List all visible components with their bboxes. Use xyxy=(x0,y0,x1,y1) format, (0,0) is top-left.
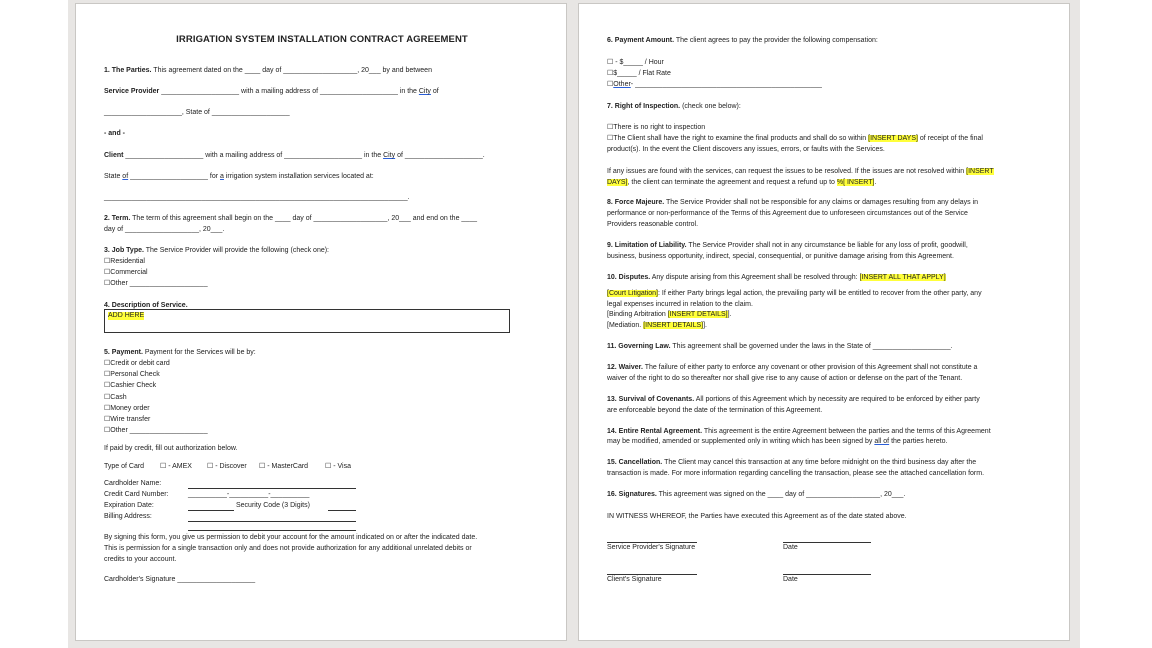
inspection-paragraph-line-2: DAYS], the client can terminate the agreement and request a refund up to %[ INSERT]. xyxy=(607,179,877,186)
job-type-option-other[interactable]: ☐Other ____________________ xyxy=(104,280,208,287)
payment-option-money-order[interactable]: ☐Money order xyxy=(104,405,150,412)
payment-amount-flat-rate[interactable]: ☐$_____ / Flat Rate xyxy=(607,70,671,77)
client-date-field[interactable] xyxy=(783,574,871,575)
section-11-line-1: 11. Governing Law. This agreement shall be governed under the laws in the State of ____________________. xyxy=(607,343,953,350)
section-10-line-1: 10. Disputes. Any dispute arising from this Agreement shall be resolved through: [INSERT ALL THAT APPLY] xyxy=(607,274,946,281)
section-14-line-1: 14. Entire Rental Agreement. This agreement is the entire Agreement between the parties and the terms of this Agreement xyxy=(607,428,991,435)
card-type-visa[interactable]: ☐ - Visa xyxy=(325,463,351,470)
cardholder-signature-line[interactable]: Cardholder's Signature ____________________ xyxy=(104,576,256,583)
authorization-text-3: credits to your account. xyxy=(104,556,177,563)
client-signature-label: Client's Signature xyxy=(607,576,662,583)
section-3-line-1: 3. Job Type. The Service Provider will provide the following (check one): xyxy=(104,247,330,254)
job-type-option-residential[interactable]: ☐Residential xyxy=(104,258,145,265)
payment-amount-other[interactable]: ☐Other- ________________________________________________ xyxy=(607,81,822,88)
document-page-2 xyxy=(578,3,1070,641)
inspection-option-examine[interactable]: ☐The Client shall have the right to examine the final products and shall do so within [INSERT DAYS] of receipt of the final xyxy=(607,135,983,142)
section-2-line-1: 2. Term. The term of this agreement shall begin on the ____ day of ___________________, 20___ and end on the ____ xyxy=(104,215,477,222)
section-9-line-1: 9. Limitation of Liability. The Service Provider shall not in any circumstance be liable for any loss of profit, goodwill, xyxy=(607,242,968,249)
section-15-heading: 15. Cancellation. xyxy=(607,459,663,466)
authorization-text-1: By signing this form, you give us permission to debit your account for the amount indicated on or after the indicated date. xyxy=(104,534,478,541)
service-provider-label: Service Provider xyxy=(104,88,160,95)
section-5-heading: 5. Payment. xyxy=(104,349,143,356)
card-type-label: Type of Card xyxy=(104,463,145,470)
job-type-option-commercial[interactable]: ☐Commercial xyxy=(104,269,148,276)
section-13-line-1: 13. Survival of Covenants. All portions of this Agreement which by necessity are required to be enforced by either party xyxy=(607,396,980,403)
section-10-heading: 10. Disputes. xyxy=(607,274,651,281)
inspection-option-examine-line-2: product(s). In the event the Client discovers any issues, errors, or faults with the Services. xyxy=(607,146,885,153)
section-15-line-1: 15. Cancellation. The Client may cancel this transaction at any time before midnight on the third business day after the xyxy=(607,459,977,466)
section-2-heading: 2. Term. xyxy=(104,215,131,222)
section-13-line-2: are enforceable beyond the date of the termination of this Agreement. xyxy=(607,407,823,414)
dispute-binding-arbitration: [Binding Arbitration [INSERT DETAILS]]. xyxy=(607,311,732,318)
service-provider-signature-label: Service Provider's Signature xyxy=(607,544,696,551)
billing-address-label: Billing Address: xyxy=(104,513,152,520)
section-8-heading: 8. Force Majeure. xyxy=(607,199,665,206)
section-8-line-2: performance or non-performance of the Terms of this Agreement due to unforeseen circumstances out of the Service xyxy=(607,210,968,217)
card-number-field[interactable]: __________-__________-__________ xyxy=(188,491,310,498)
payment-option-other[interactable]: ☐Other ____________________ xyxy=(104,427,208,434)
section-1-line-1: 1. The Parties. This agreement dated on the ____ day of ___________________, 20___ by and between xyxy=(104,67,432,74)
cardholder-name-field[interactable] xyxy=(188,488,356,489)
payment-option-wire-transfer[interactable]: ☐Wire transfer xyxy=(104,416,151,423)
client-date-label: Date xyxy=(783,576,798,583)
billing-address-field-1[interactable] xyxy=(188,521,356,522)
section-1-line-6: ______________________________________________________________________________. xyxy=(104,194,410,201)
section-12-line-1: 12. Waiver. The failure of either party to enforce any covenant or other provision of this Agreement shall not constitute a xyxy=(607,364,978,371)
section-8-line-3: Providers reasonable control. xyxy=(607,221,699,228)
add-here-placeholder: ADD HERE xyxy=(108,312,145,319)
credit-authorization-note: If paid by credit, fill out authorization below. xyxy=(104,445,238,452)
inspection-paragraph-line-1: If any issues are found with the services, can request the issues to be resolved. If the issues are not resolved within [INSERT xyxy=(607,168,994,175)
service-provider-signature-field[interactable] xyxy=(607,542,697,543)
section-14-heading: 14. Entire Rental Agreement. xyxy=(607,428,703,435)
section-1-line-2: Service Provider ____________________ with a mailing address of ____________________ in the City of xyxy=(104,88,439,95)
section-13-heading: 13. Survival of Covenants. xyxy=(607,396,695,403)
section-1-line-5: State of ____________________ for a irrigation system installation services located at: xyxy=(104,173,374,180)
card-type-discover[interactable]: ☐ - Discover xyxy=(207,463,247,470)
section-16-line-1: 16. Signatures. This agreement was signed on the ____ day of ___________________, 20___. xyxy=(607,491,906,498)
client-signature-field[interactable] xyxy=(607,574,697,575)
description-of-service-box[interactable] xyxy=(104,309,510,333)
dispute-court-litigation-line-2: legal expenses incurred in relation to the claim. xyxy=(607,301,753,308)
payment-option-personal-check[interactable]: ☐Personal Check xyxy=(104,371,160,378)
section-6-heading: 6. Payment Amount. xyxy=(607,37,675,44)
section-2-line-2: day of ___________________, 20___. xyxy=(104,226,225,233)
service-provider-date-label: Date xyxy=(783,544,798,551)
section-12-line-2: waiver of the right to do so thereafter nor shall give rise to any cause of action or defense on the part of the Tenant. xyxy=(607,375,963,382)
section-11-heading: 11. Governing Law. xyxy=(607,343,671,350)
document-page-1 xyxy=(75,3,567,641)
authorization-text-2: This is permission for a single transaction only and does not provide authorization for any additional unrelated debits or xyxy=(104,545,472,552)
inspection-option-none[interactable]: ☐There is no right to inspection xyxy=(607,124,706,131)
section-16-heading: 16. Signatures. xyxy=(607,491,657,498)
witness-statement: IN WITNESS WHEREOF, the Parties have executed this Agreement as of the date stated above. xyxy=(607,513,907,520)
section-8-line-1: 8. Force Majeure. The Service Provider shall not be responsible for any claims or damages resulting from any delays in xyxy=(607,199,979,206)
section-3-heading: 3. Job Type. xyxy=(104,247,144,254)
section-1-line-3: ____________________, State of ____________________ xyxy=(104,109,290,116)
section-14-line-2: may be modified, amended or supplemented only in writing which has been signed by all of the parties hereto. xyxy=(607,438,948,445)
cardholder-name-label: Cardholder Name: xyxy=(104,480,162,487)
section-1-line-4: Client ____________________ with a mailing address of ____________________ in the City of ____________________. xyxy=(104,152,485,159)
dispute-court-litigation: [Court Litigation]: If either Party brings legal action, the prevailing party will be entitled to recover from the other party, any xyxy=(607,290,982,297)
document-title: IRRIGATION SYSTEM INSTALLATION CONTRACT AGREEMENT xyxy=(176,34,468,45)
expiration-date-label: Expiration Date: xyxy=(104,502,154,509)
card-type-amex[interactable]: ☐ - AMEX xyxy=(160,463,192,470)
client-label: Client xyxy=(104,152,124,159)
section-15-line-2: transaction is made. For more information regarding cancelling the transaction, please see the attached cancellation form. xyxy=(607,470,985,477)
section-12-heading: 12. Waiver. xyxy=(607,364,643,371)
service-provider-date-field[interactable] xyxy=(783,542,871,543)
dispute-mediation: [Mediation. [INSERT DETAILS]]. xyxy=(607,322,707,329)
section-5-line-1: 5. Payment. Payment for the Services will be by: xyxy=(104,349,256,356)
billing-address-field-2[interactable] xyxy=(188,530,356,531)
payment-option-cash[interactable]: ☐Cash xyxy=(104,394,127,401)
security-code-field[interactable] xyxy=(328,510,356,511)
expiration-date-field[interactable] xyxy=(188,510,234,511)
section-9-heading: 9. Limitation of Liability. xyxy=(607,242,687,249)
security-code-label: Security Code (3 Digits) xyxy=(236,502,310,509)
section-7-line-1: 7. Right of Inspection. (check one below): xyxy=(607,103,741,110)
payment-option-cashier-check[interactable]: ☐Cashier Check xyxy=(104,382,157,389)
payment-amount-hourly[interactable]: ☐ - $_____ / Hour xyxy=(607,59,664,66)
section-6-line-1: 6. Payment Amount. The client agrees to pay the provider the following compensation: xyxy=(607,37,878,44)
section-7-heading: 7. Right of Inspection. xyxy=(607,103,681,110)
section-4-heading: 4. Description of Service. xyxy=(104,302,188,309)
card-type-mastercard[interactable]: ☐ - MasterCard xyxy=(259,463,309,470)
section-1-heading: 1. The Parties. xyxy=(104,67,152,74)
payment-option-credit[interactable]: ☐Credit or debit card xyxy=(104,360,170,367)
section-9-line-2: business, business opportunity, indirect, special, consequential, or punitive damage arising from this Agreement. xyxy=(607,253,954,260)
card-number-label: Credit Card Number: xyxy=(104,491,169,498)
and-separator: - and - xyxy=(104,130,125,137)
